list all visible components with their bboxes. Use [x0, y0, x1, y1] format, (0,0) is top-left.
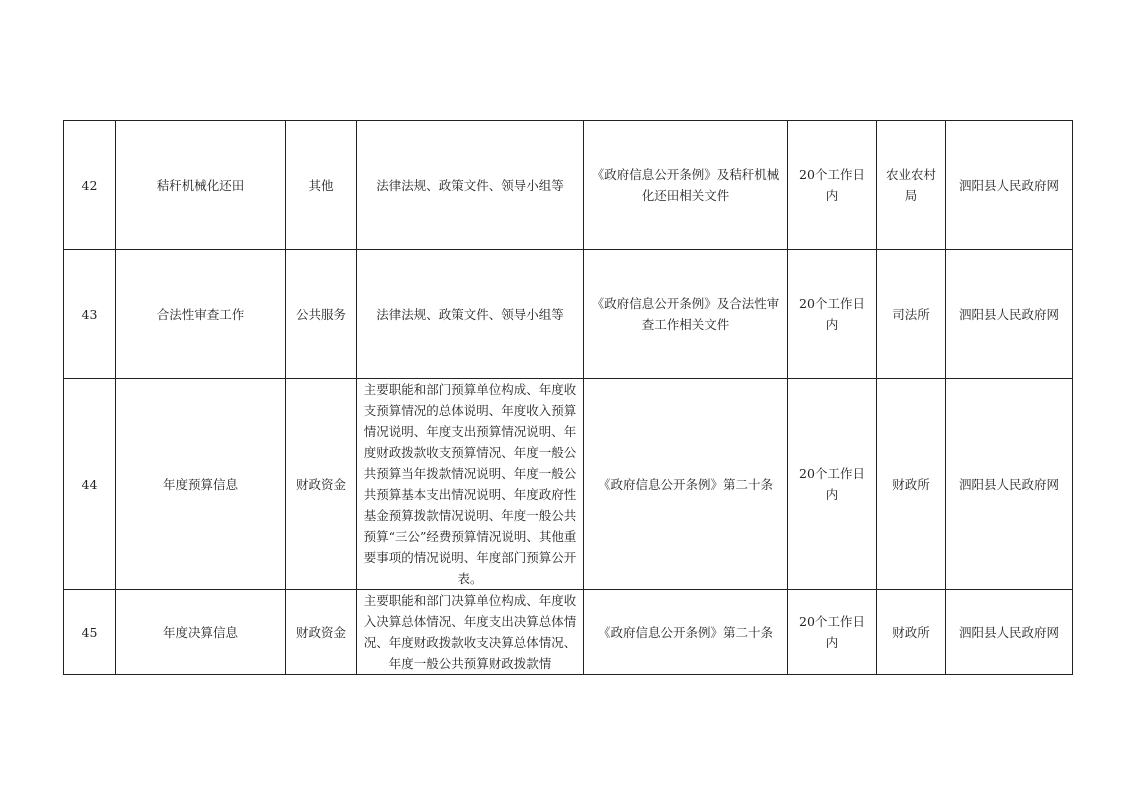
- row-number-cell: 43: [64, 250, 116, 379]
- item-cell: 合法性审查工作: [116, 250, 286, 379]
- content-cell: 法律法规、政策文件、领导小组等: [357, 121, 584, 250]
- table-row: [64, 379, 1073, 590]
- basis-cell: 《政府信息公开条例》及合法性审查工作相关文件: [584, 250, 788, 379]
- category-cell: 其他: [286, 121, 357, 250]
- channel-cell: 泗阳县人民政府网: [946, 121, 1073, 250]
- table-row: [64, 121, 1073, 250]
- deadline-cell: 20个工作日内: [788, 379, 877, 590]
- content-cell: 法律法规、政策文件、领导小组等: [357, 250, 584, 379]
- category-cell: 公共服务: [286, 250, 357, 379]
- row-number-cell: 44: [64, 379, 116, 590]
- dept-cell: 司法所: [877, 250, 946, 379]
- table-row: [64, 250, 1073, 379]
- basis-cell: 《政府信息公开条例》第二十条: [584, 590, 788, 675]
- channel-cell: 泗阳县人民政府网: [946, 379, 1073, 590]
- deadline-cell: 20个工作日内: [788, 590, 877, 675]
- item-cell: 年度预算信息: [116, 379, 286, 590]
- content-cell: 主要职能和部门预算单位构成、年度收支预算情况的总体说明、年度收入预算情况说明、年度支出预算情况说明、年度财政拨款收支预算情况、年度一般公共预算当年拨款情况说明、年度一般公共预算基本支出情况说明、年度政府性基金预算拨款情况说明、年度一般公共预算“三公”经费预算情况说明、其他重要事项的情况说明、年度部门预算公开表。: [357, 379, 584, 590]
- item-cell: 秸秆机械化还田: [116, 121, 286, 250]
- dept-cell: 农业农村局: [877, 121, 946, 250]
- item-cell: 年度决算信息: [116, 590, 286, 675]
- disclosure-table: [63, 120, 1073, 675]
- dept-cell: 财政所: [877, 379, 946, 590]
- basis-cell: 《政府信息公开条例》及秸秆机械化还田相关文件: [584, 121, 788, 250]
- deadline-cell: 20个工作日内: [788, 250, 877, 379]
- category-cell: 财政资金: [286, 379, 357, 590]
- table-row: [64, 590, 1073, 675]
- deadline-cell: 20个工作日内: [788, 121, 877, 250]
- row-number-cell: 42: [64, 121, 116, 250]
- row-number-cell: 45: [64, 590, 116, 675]
- basis-cell: 《政府信息公开条例》第二十条: [584, 379, 788, 590]
- channel-cell: 泗阳县人民政府网: [946, 590, 1073, 675]
- content-cell: 主要职能和部门决算单位构成、年度收入决算总体情况、年度支出决算总体情况、年度财政拨款收支决算总体情况、年度一般公共预算财政拨款情: [357, 590, 584, 675]
- category-cell: 财政资金: [286, 590, 357, 675]
- dept-cell: 财政所: [877, 590, 946, 675]
- channel-cell: 泗阳县人民政府网: [946, 250, 1073, 379]
